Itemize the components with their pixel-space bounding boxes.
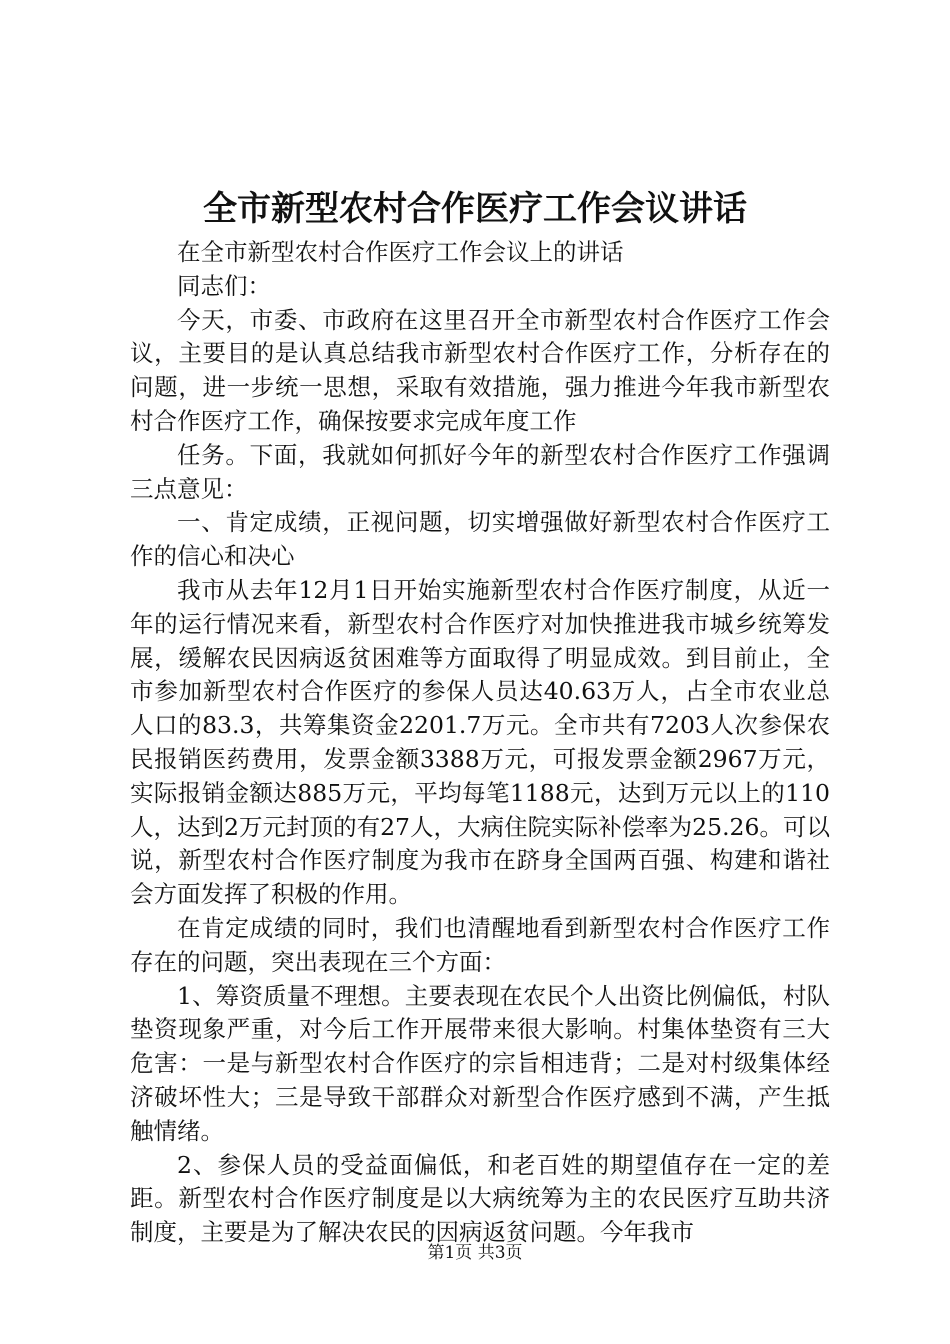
paragraph-subtitle: 在全市新型农村合作医疗工作会议上的讲话 [177,238,624,266]
document-body [130,236,830,1250]
paragraph-problem-one: 1、筹资质量不理想。主要表现在农民个人出资比例偏低，村队垫资现象严重，对今后工作开展带来很大影响。村集体垫资有三大危害：一是与新型农村合作医疗的宗旨相违背；二是对村级集体经济破坏性大；三是导致干部群众对新型合作医疗感到不满，产生抵触情绪。 [130,981,830,1145]
paragraph-intro-continued: 任务。下面，我就如何抓好今年的新型农村合作医疗工作强调三点意见： [130,440,830,503]
paragraph-achievements: 我市从去年12月1日开始实施新型农村合作医疗制度，从近一年的运行情况来看，新型农村合作医疗对加快推进我市城乡统筹发展，缓解农民因病返贫困难等方面取得了明显成效。到目前止，全市参加新型农村合作医疗的参保人员达40.63万人，占全市农业总人口的83.3，共筹集资金2201.7万元。全市共有7203人次参保农民报销医药费用，发票金额3388万元，可报发票金额2967万元，实际报销金额达885万元，平均每笔1188元，达到万元以上的110人，达到2万元封顶的有27人，大病住院实际补偿率为25.26。可以说，新型农村合作医疗制度为我市在跻身全国两百强、构建和谐社会方面发挥了积极的作用。 [130,575,830,909]
paragraph-salutation: 同志们： [177,271,271,300]
page-number-footer: 第1页 共3页 [427,1243,523,1263]
paragraph-intro: 今天，市委、市政府在这里召开全市新型农村合作医疗工作会议，主要目的是认真总结我市新型农村合作医疗工作，分析存在的问题，进一步统一思想，采取有效措施，强力推进今年我市新型农村合作医疗工作，确保按要求完成年度工作 [130,305,830,435]
paragraph-problem-two: 2、参保人员的受益面偏低，和老百姓的期望值存在一定的差距。新型农村合作医疗制度是以大病统筹为主的农民医疗互助共济制度，主要是为了解决农民的因病返贫问题。今年我市 [130,1150,830,1247]
paragraph-problems-intro: 在肯定成绩的同时，我们也清醒地看到新型农村合作医疗工作存在的问题，突出表现在三个方面： [130,913,830,976]
document-title: 全市新型农村合作医疗工作会议讲话 [203,189,747,229]
paragraph-section-one-heading: 一、肯定成绩，正视问题，切实增强做好新型农村合作医疗工作的信心和决心 [130,508,830,571]
